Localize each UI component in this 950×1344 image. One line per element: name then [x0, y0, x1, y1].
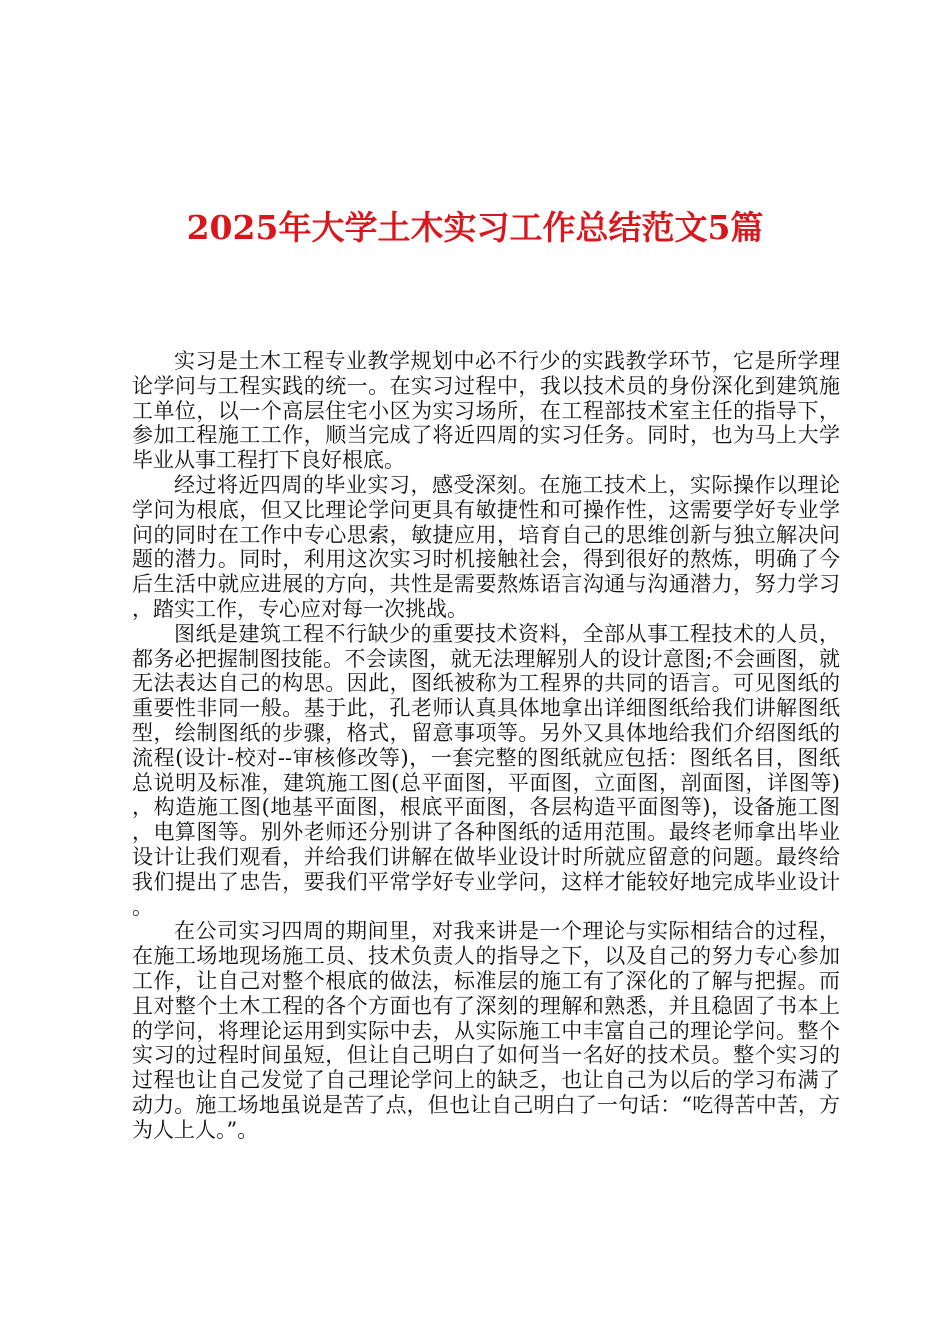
paragraph-3: 图纸是建筑工程不行缺少的重要技术资料，全部从事工程技术的人员，都务必把握制图技能。不会读图，就无法理解别人的设计意图;不会画图，就无法表达自己的构思。因此，图纸被称为工程界的共同的语言。可见图纸的重要性非同一般。基于此，孔老师认真具体地拿出详细图纸给我们讲解图纸型，绘制图纸的步骤，格式，留意事项等。另外又具体地给我们介绍图纸的流程(设计-校对--审核修改等)，一套完整的图纸就应包括：图纸名目，图纸总说明及标准，建筑施工图(总平面图，平面图，立面图，剖面图，详图等)，构造施工图(地基平面图，根底平面图，各层构造平面图等)，设备施工图，电算图等。别外老师还分别讲了各种图纸的适用范围。最终老师拿出毕业设计让我们观看，并给我们讲解在做毕业设计时所就应留意的问题。最终给我们提出了忠告，要我们平常学好专业学问，这样才能较好地完成毕业设计。	[132, 621, 840, 919]
paragraph-2: 经过将近四周的毕业实习，感受深刻。在施工技术上，实际操作以理论学问为根底，但又比理论学问更具有敏捷性和可操作性，这需要学好专业学问的同时在工作中专心思索，敏捷应用，培育自己的思维创新与独立解决问题的潜力。同时，利用这次实习时机接触社会，得到很好的熬炼，明确了今后生活中就应进展的方向，共性是需要熬炼语言沟通与沟通潜力，努力学习，踏实工作，专心应对每一次挑战。	[132, 472, 840, 621]
document-body	[132, 349, 840, 1143]
document-title: 2025年大学土木实习工作总结范文5篇	[186, 208, 764, 247]
paragraph-1: 实习是土木工程专业教学规划中必不行少的实践教学环节，它是所学理论学问与工程实践的统一。在实习过程中，我以技术员的身份深化到建筑施工单位，以一个高层住宅小区为实习场所，在工程部技术室主任的指导下，参加工程施工工作，顺当完成了将近四周的实习任务。同时，也为马上大学毕业从事工程打下良好根底。	[132, 349, 840, 473]
paragraph-4: 在公司实习四周的期间里，对我来讲是一个理论与实际相结合的过程，在施工场地现场施工员、技术负责人的指导之下，以及自己的努力专心参加工作，让自己对整个根底的做法，标准层的施工有了深化的了解与把握。而且对整个土木工程的各个方面也有了深刻的理解和熟悉，并且稳固了书本上的学问，将理论运用到实际中去，从实际施工中丰富自己的理论学问。整个实习的过程时间虽短，但让自己明白了如何当一名好的技术员。整个实习的过程也让自己发觉了自己理论学问上的缺乏，也让自己为以后的学习布满了动力。施工场地虽说是苦了点，但也让自己明白了一句话：“吃得苦中苦，方为人上人。”。	[132, 919, 840, 1142]
